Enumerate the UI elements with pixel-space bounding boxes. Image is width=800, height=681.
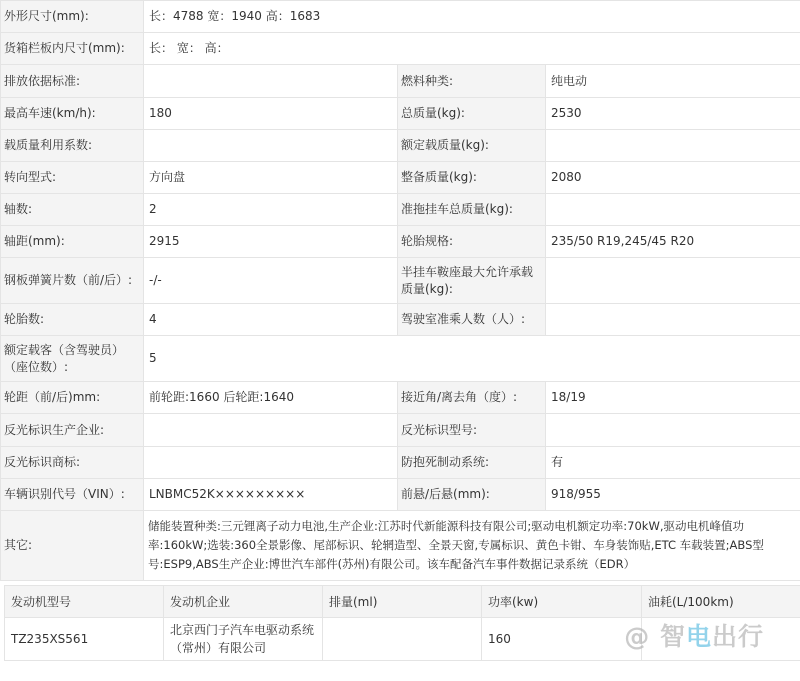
- spec-value: [546, 258, 800, 304]
- spec-label: 反光标识生产企业:: [1, 414, 144, 447]
- spec-label: 反光标识型号:: [398, 414, 546, 447]
- spec-value: 2: [144, 194, 398, 226]
- spec-row-dimensions: [1, 1, 800, 33]
- table-cell: TZ235XS561: [5, 618, 164, 661]
- watermark-logo: [624, 617, 764, 653]
- spec-value: [546, 414, 800, 447]
- spec-value: 2080: [546, 162, 800, 194]
- table-cell: [323, 618, 482, 661]
- spec-value: 长：4788 宽：1940 高：1683: [144, 1, 800, 33]
- column-header: 排量(ml): [323, 586, 482, 618]
- column-header: 发动机型号: [5, 586, 164, 618]
- spec-value: 235/50 R19,245/45 R20: [546, 226, 800, 258]
- column-header: 功率(kw): [482, 586, 642, 618]
- spec-value: 前轮距:1660 后轮距:1640: [144, 382, 398, 414]
- spec-label: 最高车速(km/h):: [1, 98, 144, 130]
- spec-row-other: [1, 511, 800, 581]
- spec-row: [1, 130, 800, 162]
- spec-row: [1, 65, 800, 98]
- spec-row: [1, 414, 800, 447]
- spec-value: [546, 194, 800, 226]
- spec-value: [144, 130, 398, 162]
- spec-label: 半挂车鞍座最大允许承载质量(kg):: [398, 258, 546, 304]
- spec-label: 轮胎数:: [1, 304, 144, 336]
- spec-value: [144, 65, 398, 98]
- spec-value: 长： 宽： 高：: [144, 33, 800, 65]
- spec-value: [144, 414, 398, 447]
- spec-label: 燃料种类:: [398, 65, 546, 98]
- spec-value: 18/19: [546, 382, 800, 414]
- spec-label: 轴数:: [1, 194, 144, 226]
- spec-value: -/-: [144, 258, 398, 304]
- spec-row: [1, 382, 800, 414]
- spec-value: [144, 447, 398, 479]
- spec-row-vin: [1, 479, 800, 511]
- watermark-at: @: [624, 622, 651, 651]
- spec-label: 准拖挂车总质量(kg):: [398, 194, 546, 226]
- spec-value: 2530: [546, 98, 800, 130]
- spec-value: 方向盘: [144, 162, 398, 194]
- spec-label: 其它:: [1, 511, 144, 581]
- spec-value: 纯电动: [546, 65, 800, 98]
- spec-label: 轴距(mm):: [1, 226, 144, 258]
- spec-label: 额定载质量(kg):: [398, 130, 546, 162]
- spec-value: 4: [144, 304, 398, 336]
- spec-label: 轮胎规格:: [398, 226, 546, 258]
- spec-row: [1, 304, 800, 336]
- spec-value: [546, 130, 800, 162]
- column-header: 发动机企业: [164, 586, 323, 618]
- spec-label: 排放依据标准:: [1, 65, 144, 98]
- spec-label: 转向型式:: [1, 162, 144, 194]
- spec-label: 轮距（前/后)mm:: [1, 382, 144, 414]
- spec-value: LNBMC52K×××××××××: [144, 479, 398, 511]
- spec-row: [1, 194, 800, 226]
- table-cell: 160: [482, 618, 642, 661]
- spec-label: 货箱栏板内尺寸(mm):: [1, 33, 144, 65]
- spec-label: 钢板弹簧片数（前/后）:: [1, 258, 144, 304]
- spec-label: 载质量利用系数:: [1, 130, 144, 162]
- spec-label: 额定载客（含驾驶员）（座位数）:: [1, 336, 144, 382]
- column-header: 油耗(L/100km): [642, 586, 800, 618]
- spec-notes: 储能装置种类:三元锂离子动力电池,生产企业:江苏时代新能源科技有限公司;驱动电机额定功率:70kW,驱动电机峰值功率:160kW;选装:360全景影像、尾部标识、轮辋造型、全景天窗,专属标识、黄色卡钳、车身装饰贴,ETC 车载装置;ABS型号:ESP9,ABS生产企业:博世汽车部件(苏州)有限公司。该车配备汽车事件数据记录系统（EDR）: [144, 511, 800, 581]
- spec-value: 180: [144, 98, 398, 130]
- spec-row-cargo-box: [1, 33, 800, 65]
- spec-row: [1, 162, 800, 194]
- spec-label: 前悬/后悬(mm):: [398, 479, 546, 511]
- lightning-bolt-icon: 电: [685, 622, 712, 651]
- engine-header-row: [5, 586, 800, 618]
- spec-label: 接近角/离去角（度）:: [398, 382, 546, 414]
- spec-row: [1, 98, 800, 130]
- spec-label: 驾驶室准乘人数（人）:: [398, 304, 546, 336]
- spec-label: 总质量(kg):: [398, 98, 546, 130]
- spec-label: 反光标识商标:: [1, 447, 144, 479]
- spec-value: [546, 304, 800, 336]
- spec-row: [1, 447, 800, 479]
- spec-value: 有: [546, 447, 800, 479]
- spec-row: [1, 226, 800, 258]
- watermark-brand-b: 出行: [711, 622, 764, 651]
- spec-row: [1, 258, 800, 304]
- spec-label: 整备质量(kg):: [398, 162, 546, 194]
- spec-label: 车辆识别代号（VIN）:: [1, 479, 144, 511]
- spec-value: 918/955: [546, 479, 800, 511]
- spec-label: 外形尺寸(mm):: [1, 1, 144, 33]
- spec-label: 防抱死制动系统:: [398, 447, 546, 479]
- spec-value: 2915: [144, 226, 398, 258]
- spec-value: 5: [144, 336, 800, 382]
- table-cell: 北京西门子汽车电驱动系统（常州）有限公司: [164, 618, 323, 661]
- watermark-brand-a: 智: [659, 622, 686, 651]
- spec-row-passengers: [1, 336, 800, 382]
